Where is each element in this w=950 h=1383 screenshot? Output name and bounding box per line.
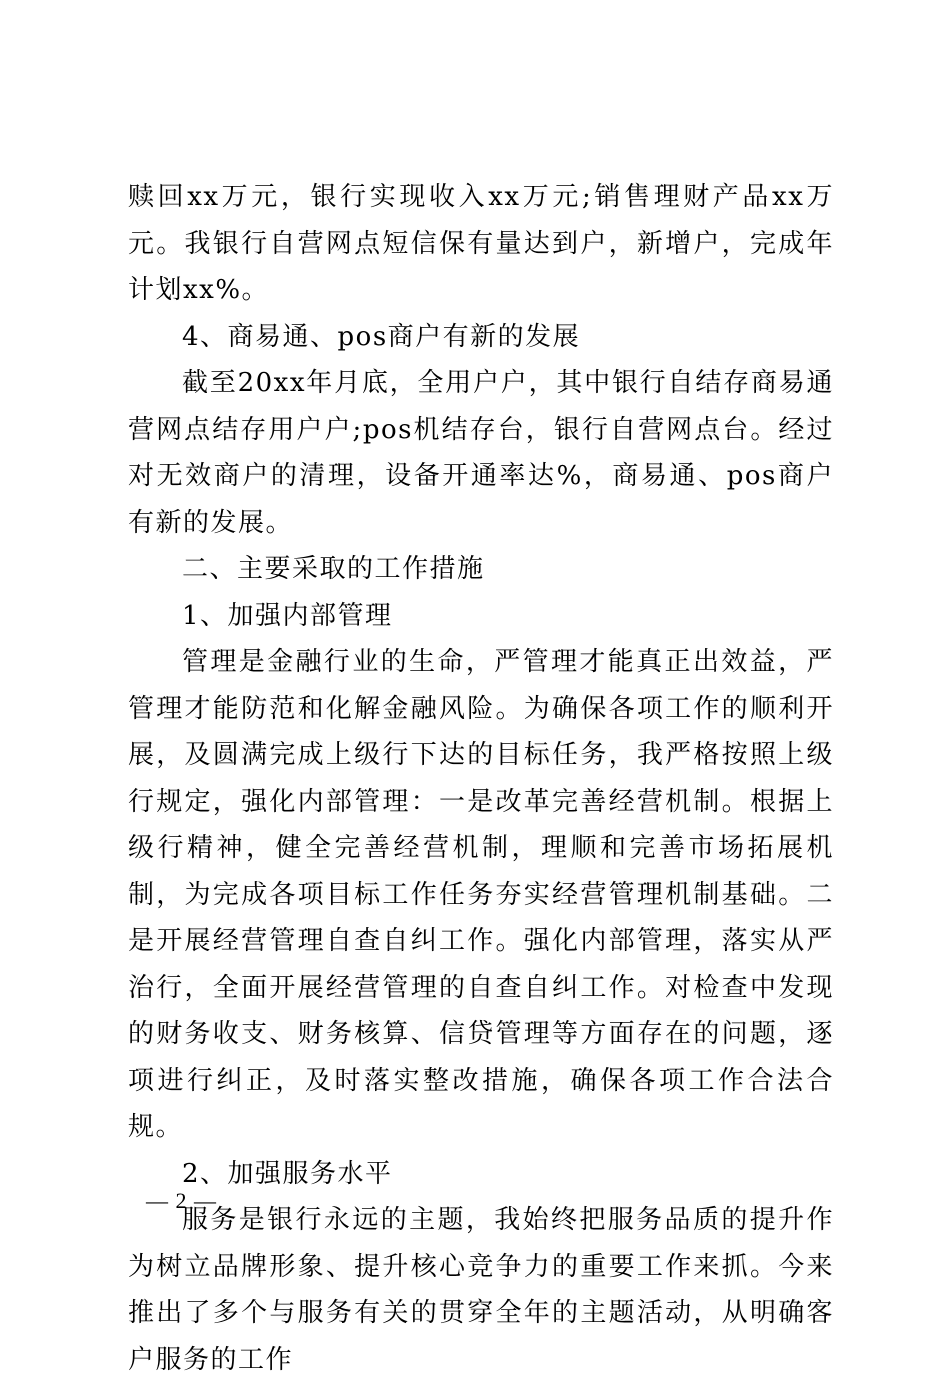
paragraph-service-level: 服务是银行永远的主题，我始终把服务品质的提升作为树立品牌形象、提升核心竞争力的重要工作来抓。今来推出了多个与服务有关的贯穿全年的主题活动，从明确客户服务的工作 xyxy=(128,1205,834,1375)
page-number: — 2 — xyxy=(146,1188,217,1213)
subheading-merchant-development: 4、商易通、pos商户有新的发展 xyxy=(182,321,581,352)
subheading-internal-management: 1、加强内部管理 xyxy=(182,600,393,631)
subheading-service-level: 2、加强服务水平 xyxy=(182,1158,393,1189)
section-heading-measures: 二、主要采取的工作措施 xyxy=(182,554,485,584)
paragraph-continuation: 赎回xx万元，银行实现收入xx万元;销售理财产品xx万元。我银行自营网点短信保有量达到户，新增户，完成年计划xx%。 xyxy=(128,182,834,305)
document-body xyxy=(128,174,834,1383)
paragraph-merchant-status: 截至20xx年月底，全用户户，其中银行自结存商易通营网点结存用户户;pos机结存台，银行自营网点台。经过对无效商户的清理，设备开通率达%，商易通、pos商户有新的发展。 xyxy=(128,368,834,538)
paragraph-internal-management: 管理是金融行业的生命，严管理才能真正出效益，严管理才能防范和化解金融风险。为确保各项工作的顺利开展，及圆满完成上级行下达的目标任务，我严格按照上级行规定，强化内部管理：一是改革完善经营机制。根据上级行精神，健全完善经营机制，理顺和完善市场拓展机制，为完成各项目标工作任务夯实经营管理机制基础。二是开展经营管理自查自纠工作。强化内部管理，落实从严治行，全面开展经营管理的自查自纠工作。对检查中发现的财务收支、财务核算、信贷管理等方面存在的问题，逐项进行纠正，及时落实整改措施，确保各项工作合法合规。 xyxy=(128,647,834,1142)
